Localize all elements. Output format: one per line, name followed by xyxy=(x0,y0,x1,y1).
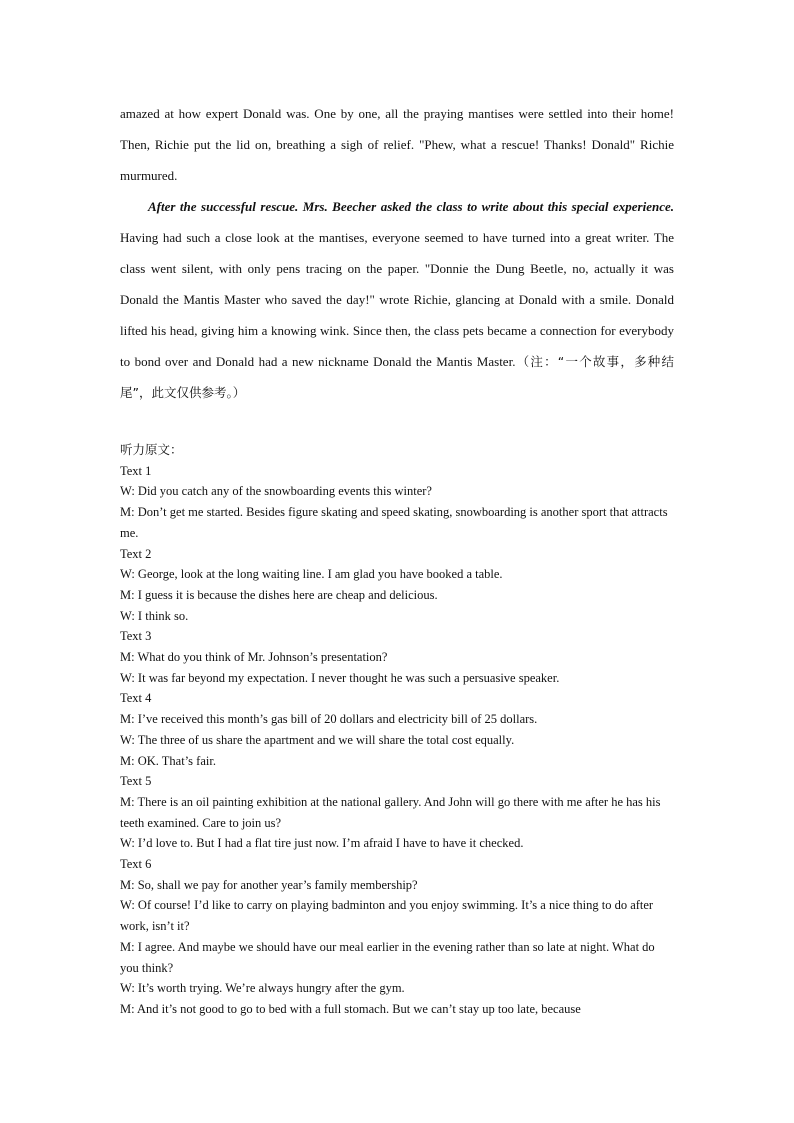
transcript-line: W: I’d love to. But I had a flat tire just now. I’m afraid I have to have it checked. xyxy=(120,836,524,851)
transcript-line: M: What do you think of Mr. Johnson’s presentation? xyxy=(120,650,388,665)
transcript-line: M: There is an oil painting exhibition at the national gallery. And John will go there with me after he has his teeth examined. Care to join us? xyxy=(120,794,661,830)
transcript-line: M: So, shall we pay for another year’s family membership? xyxy=(120,877,418,892)
transcript-line: M: I guess it is because the dishes here are cheap and delicious. xyxy=(120,587,438,602)
essay-note: （注：“一个故事，多种结尾”，此文仅供参考。） xyxy=(120,354,674,400)
transcript-line: W: I think so. xyxy=(120,608,189,623)
transcript-line: Text 2 xyxy=(120,546,152,561)
listening-transcript xyxy=(120,440,674,1020)
transcript-line: W: George, look at the long waiting line. I am glad you have booked a table. xyxy=(120,567,503,582)
essay-passage xyxy=(120,98,674,408)
essay-paragraph-2-text: Having had such a close look at the mantises, everyone seemed to have turned into a great writer. The class went silent, with only pens tracing on the paper. "Donnie the Dung Beetle, no, actually it was Donald the Mantis Master who saved the day!" wrote Richie, glancing at Donald with a smile. Donald lifted his head, giving him a knowing wink. Since then, the class pets became a connection for everybody to bond over and Donald had a new nickname Donald the Mantis Master. xyxy=(120,230,674,369)
transcript-line: Text 5 xyxy=(120,774,152,789)
transcript-line: M: Don’t get me started. Besides figure skating and speed skating, snowboarding is another sport that attracts me. xyxy=(120,505,668,540)
transcript-line: W: It was far beyond my expectation. I never thought he was such a persuasive speaker. xyxy=(120,670,560,685)
transcript-line: M: I’ve received this month’s gas bill of 20 dollars and electricity bill of 25 dollars. xyxy=(120,712,538,727)
transcript-line: Text 3 xyxy=(120,629,152,644)
essay-paragraph-1: amazed at how expert Donald was. One by one, all the praying mantises were settled into their home! Then, Richie put the lid on, breathing a sigh of relief. "Phew, what a rescue! Thanks! Donald" Richie murmured. xyxy=(120,106,674,183)
transcript-line: Text 4 xyxy=(120,691,152,706)
transcript-line: M: OK. That’s fair. xyxy=(120,753,216,768)
transcript-line: W: It’s worth trying. We’re always hungry after the gym. xyxy=(120,981,405,996)
transcript-line: Text 1 xyxy=(120,463,152,478)
transcript-line: W: Of course! I’d like to carry on playing badminton and you enjoy swimming. It’s a nice thing to do after work, isn’t it? xyxy=(120,898,654,934)
transcript-line: W: Did you catch any of the snowboarding events this winter? xyxy=(120,484,432,499)
essay-paragraph-2-bold: After the successful rescue. Mrs. Beecher asked the class to write about this special experience. xyxy=(148,199,674,214)
transcript-line: Text 6 xyxy=(120,857,152,872)
essay-paragraph-2 xyxy=(120,191,674,408)
transcript-heading: 听力原文： xyxy=(120,442,183,457)
transcript-line: M: And it’s not good to go to bed with a full stomach. But we can’t stay up too late, because xyxy=(120,1001,581,1016)
transcript-line: M: I agree. And maybe we should have our meal earlier in the evening rather than so late at night. What do you think? xyxy=(120,939,655,975)
transcript-line: W: The three of us share the apartment and we will share the total cost equally. xyxy=(120,732,515,747)
